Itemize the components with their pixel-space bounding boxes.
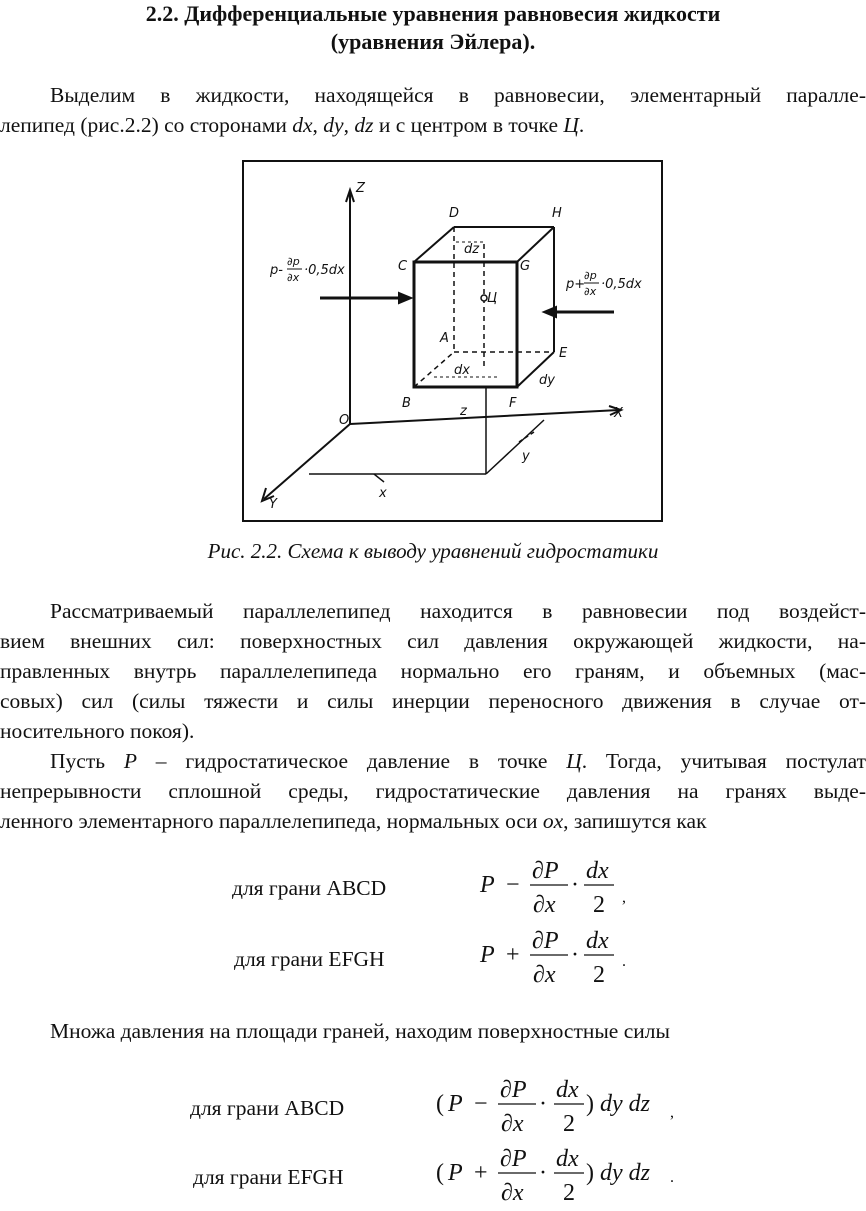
p3-text: Пусть: [50, 749, 124, 773]
f-den1: ∂x: [533, 892, 556, 918]
heading-line-1: 2.2. Дифференциальные уравнения равновесия жидкости: [145, 1, 721, 26]
f-open: (: [436, 1091, 444, 1117]
label-y-small: y: [522, 449, 530, 464]
p3-text: – гидростатическое давление в точке: [136, 749, 567, 773]
label-e: E: [559, 346, 568, 361]
formula2-efgh: [432, 1138, 692, 1211]
f-close: ): [586, 1091, 594, 1117]
right-force-den: ∂x: [584, 285, 597, 298]
f-num1: ∂P: [532, 858, 559, 884]
formula-svg: [432, 1138, 692, 1204]
f-end: .: [622, 953, 626, 970]
p2-line-4: совых) сил (силы тяжести и силы инерции переносного движения в случае от-: [0, 689, 866, 713]
sep: .: [578, 113, 585, 137]
f-op: −: [506, 872, 520, 898]
left-force-p: p-: [270, 263, 283, 278]
label-a: A: [440, 331, 449, 346]
paragraph-4: [0, 1016, 866, 1046]
projection-line: [486, 420, 544, 474]
f-open: (: [436, 1160, 444, 1186]
f-den2: 2: [593, 962, 605, 988]
f-end: ,: [670, 1104, 674, 1121]
f-den1: ∂x: [533, 962, 556, 988]
formula2-label-efgh: для грани EFGH: [193, 1165, 344, 1189]
right-force-tail: ·0,5dx: [601, 277, 642, 292]
label-x: X: [614, 406, 623, 421]
formula1-label-efgh: для грани EFGH: [234, 947, 385, 971]
label-f: F: [509, 396, 517, 411]
var-center: Ц: [566, 749, 582, 773]
f-op: +: [474, 1160, 488, 1186]
p3-text: . Тогда, учитывая постулат: [581, 749, 866, 773]
label-x-small: x: [379, 486, 387, 501]
var-dy: dy: [323, 113, 344, 137]
hidden-edge: [414, 352, 454, 387]
f-end: .: [670, 1169, 674, 1186]
f-dot: ·: [571, 942, 579, 968]
f-den2: 2: [593, 892, 605, 918]
f-p: P: [480, 872, 495, 898]
heading-line-2: (уравнения Эйлера).: [330, 29, 536, 54]
f-num2: dx: [556, 1146, 579, 1172]
f-num2: dx: [586, 858, 609, 884]
var-center: Ц: [563, 113, 579, 137]
f-num2: dx: [556, 1077, 579, 1103]
formula-svg: [476, 850, 656, 926]
label-b: B: [402, 396, 411, 411]
f-num2: dx: [586, 928, 609, 954]
p3-line-2: непрерывности сплошной среды, гидростатические давления на гранях выде-: [0, 779, 866, 803]
label-dy: dy: [539, 373, 555, 388]
formula-svg: [476, 920, 656, 996]
intro-line-1: Выделим в жидкости, находящейся в равновесии, элементарный паралле-: [50, 83, 866, 107]
formula1-efgh: [476, 920, 656, 1003]
figure-frame: [242, 160, 663, 522]
f-tail: dy dz: [600, 1160, 650, 1186]
f-den1: ∂x: [501, 1111, 524, 1137]
f-den2: 2: [563, 1180, 575, 1204]
f-op: +: [506, 942, 520, 968]
x-axis: [350, 410, 619, 424]
f-p: P: [480, 942, 495, 968]
label-dz: dz: [464, 242, 480, 257]
p2-line-1: Рассматриваемый параллелепипед находится в равновесии под воздейст-: [50, 599, 866, 623]
var-dx: dx: [292, 113, 313, 137]
right-arrowhead-icon: [544, 307, 556, 317]
var-dz: dz: [354, 113, 374, 137]
p2-line-3: правленных внутрь параллелепипеда нормально его граням, и объемных (мас-: [0, 659, 866, 683]
sep: ,: [343, 113, 355, 137]
var-p: P: [123, 749, 137, 773]
f-dot: ·: [539, 1160, 547, 1186]
label-c: C: [398, 259, 408, 274]
label-d: D: [449, 206, 460, 221]
formula-svg: [432, 1069, 692, 1145]
f-end: ,: [622, 889, 626, 906]
f-num1: ∂P: [500, 1146, 527, 1172]
parallelepiped-diagram: [244, 162, 661, 520]
f-den1: ∂x: [501, 1180, 524, 1204]
intro-text: и с центром в точке: [373, 113, 564, 137]
intro-paragraph: [0, 80, 866, 140]
y-dim-marker: [519, 432, 534, 442]
f-op: −: [474, 1091, 488, 1117]
label-h: H: [552, 206, 562, 221]
p3-line-3: [0, 806, 866, 836]
label-y: Y: [269, 497, 277, 512]
edge: [517, 227, 554, 262]
p3-text: ленного элементарного параллелепипеда, нормальных оси: [0, 809, 543, 833]
label-g: G: [520, 259, 531, 274]
edge: [414, 227, 454, 262]
f-p: P: [448, 1160, 463, 1186]
figure-caption: Рис. 2.2. Схема к выводу уравнений гидростатики: [207, 539, 659, 563]
intro-text: лепипед (рис.2.2) со сторонами: [0, 113, 293, 137]
label-dx: dx: [454, 363, 470, 378]
section-heading: [0, 0, 866, 56]
f-tail: dy dz: [600, 1091, 650, 1117]
left-force-num: ∂p: [287, 255, 300, 268]
f-close: ): [586, 1160, 594, 1186]
sep: ,: [312, 113, 324, 137]
left-arrowhead-icon: [399, 293, 411, 303]
label-z: Z: [356, 181, 365, 196]
y-axis: [264, 424, 350, 499]
right-force-p: p+: [566, 277, 586, 292]
right-force-num: ∂p: [584, 269, 597, 282]
p2-line-5: носительного покоя).: [0, 719, 195, 743]
label-center: Ц: [487, 291, 498, 306]
f-num1: ∂P: [532, 928, 559, 954]
label-o: O: [339, 413, 350, 428]
f-num1: ∂P: [500, 1077, 527, 1103]
left-force-den: ∂x: [287, 271, 300, 284]
paragraph-2: [0, 596, 866, 746]
p3-line-1: [0, 746, 866, 776]
p4-line-1: Множа давления на площади граней, находим поверхностные силы: [50, 1019, 670, 1043]
f-dot: ·: [539, 1091, 547, 1117]
p2-line-2: вием внешних сил: поверхностных сил давления окружающей жидкости, на-: [0, 629, 866, 653]
p3-text: , запишутся как: [563, 809, 707, 833]
f-dot: ·: [571, 872, 579, 898]
label-z-small: z: [460, 404, 467, 419]
left-force-tail: ·0,5dx: [304, 263, 345, 278]
var-ox: ox: [542, 809, 564, 833]
paragraph-3: [0, 746, 866, 836]
formula1-label-abcd: для грани ABCD: [232, 876, 387, 900]
intro-line-2: [0, 110, 866, 140]
formula2-label-abcd: для грани ABCD: [190, 1096, 345, 1120]
f-den2: 2: [563, 1111, 575, 1137]
x-dim-marker: [374, 474, 384, 482]
f-p: P: [448, 1091, 463, 1117]
